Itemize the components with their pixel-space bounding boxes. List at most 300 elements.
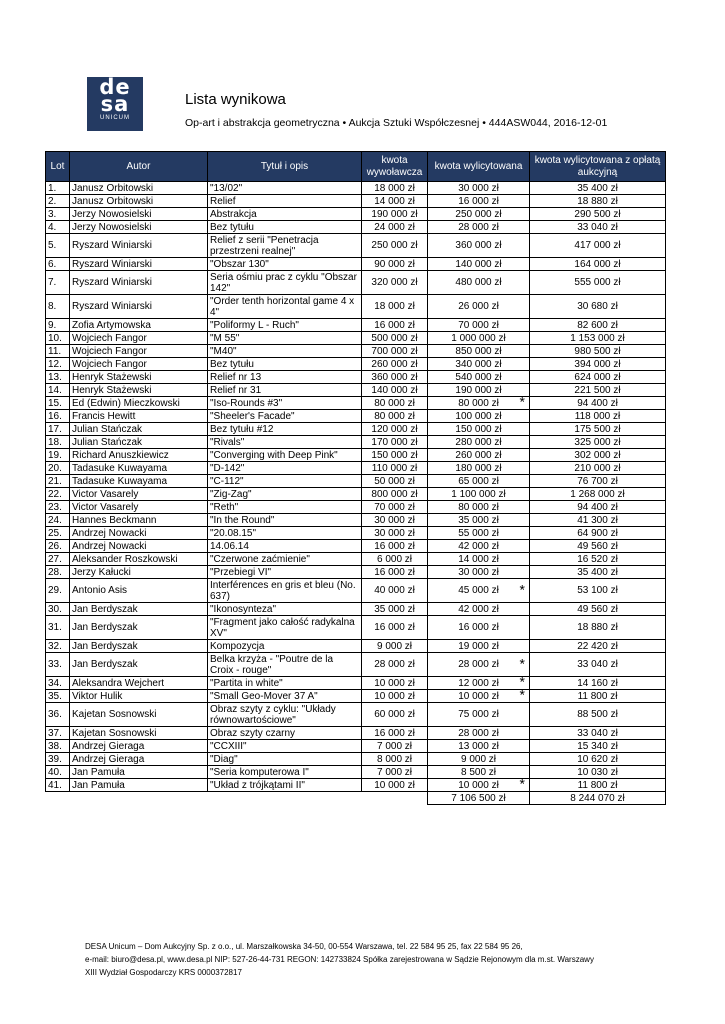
- table-row: [46, 475, 666, 488]
- totals-row: [46, 792, 666, 805]
- tytul-cell-text: "20.08.15": [210, 527, 257, 539]
- wywolawcza-cell-text: 8 000 zł: [376, 753, 413, 765]
- wywolawcza-cell-text: 24 000 zł: [374, 221, 415, 233]
- wywolawcza-cell: [362, 766, 428, 779]
- oplata-cell-text: 94 400 zł: [577, 397, 618, 409]
- oplata-cell: [530, 727, 666, 740]
- autor-cell-text: Tadasuke Kuwayama: [72, 475, 168, 487]
- tytul-cell-text: Obraz szyty z cyklu: "Układy równowartościowe": [210, 703, 336, 726]
- lot-cell-text: 1.: [48, 182, 57, 194]
- autor-cell-text: Jerzy Nowosielski: [72, 208, 152, 220]
- autor-cell-text: Wojciech Fangor: [72, 332, 147, 344]
- wywolawcza-cell-text: 50 000 zł: [374, 475, 415, 487]
- autor-cell-text: Ed (Edwin) Mieczkowski: [72, 397, 180, 409]
- autor-cell-text: Henryk Stażewski: [72, 384, 152, 396]
- wylicytowana-cell-text: 55 000 zł: [458, 527, 499, 539]
- lot-cell-text: 40.: [48, 766, 62, 778]
- autor-cell: [70, 690, 208, 703]
- autor-cell-text: Richard Anuszkiewicz: [72, 449, 169, 461]
- oplata-cell-text: 302 000 zł: [574, 449, 621, 461]
- tytul-cell-text: "Reth": [210, 501, 239, 513]
- oplata-cell-text: 33 040 zł: [577, 221, 618, 233]
- logo-line-3: UNICUM: [100, 115, 130, 121]
- wylicytowana-cell-text: 80 000 zł: [458, 501, 499, 513]
- oplata-cell-text: 33 040 zł: [577, 727, 618, 739]
- tytul-cell: [208, 603, 362, 616]
- lot-cell-text: 14.: [48, 384, 62, 396]
- tytul-cell: [208, 436, 362, 449]
- lot-cell: [46, 410, 70, 423]
- tytul-cell: [208, 221, 362, 234]
- tytul-cell-text: Seria ośmiu prac z cyklu "Obszar 142": [210, 271, 357, 294]
- table-row: [46, 195, 666, 208]
- oplata-cell-text: 15 340 zł: [577, 740, 618, 752]
- wywolawcza-cell-text: 90 000 zł: [374, 258, 415, 270]
- wylicytowana-cell: [428, 653, 530, 677]
- table-row: [46, 332, 666, 345]
- autor-cell: [70, 766, 208, 779]
- oplata-cell: [530, 371, 666, 384]
- lot-cell: [46, 371, 70, 384]
- autor-cell: [70, 488, 208, 501]
- oplata-cell-text: 118 000 zł: [574, 410, 621, 422]
- wylicytowana-cell-text: 30 000 zł: [458, 566, 499, 578]
- table-row: [46, 221, 666, 234]
- wylicytowana-cell-text: 850 000 zł: [455, 345, 502, 357]
- lot-cell-text: 10.: [48, 332, 62, 344]
- oplata-cell: [530, 221, 666, 234]
- autor-cell-text: Jan Pamuła: [72, 766, 125, 778]
- lot-cell: [46, 221, 70, 234]
- asterisk-mark: *: [519, 676, 525, 690]
- tytul-cell: [208, 703, 362, 727]
- table-row: [46, 462, 666, 475]
- oplata-cell: [530, 410, 666, 423]
- autor-cell: [70, 436, 208, 449]
- autor-cell: [70, 653, 208, 677]
- table-row: [46, 258, 666, 271]
- tytul-cell-text: "CCXIII": [210, 740, 247, 752]
- oplata-cell-text: 82 600 zł: [577, 319, 618, 331]
- tytul-cell: [208, 358, 362, 371]
- tytul-cell: [208, 234, 362, 258]
- wylicytowana-cell-text: 28 000 zł: [458, 221, 499, 233]
- oplata-cell: [530, 271, 666, 295]
- tytul-cell: [208, 553, 362, 566]
- wylicytowana-cell-text: 1 000 000 zł: [451, 332, 506, 344]
- asterisk-mark: *: [519, 581, 525, 598]
- oplata-cell-text: 980 500 zł: [574, 345, 621, 357]
- wylicytowana-cell: [428, 358, 530, 371]
- wywolawcza-cell-text: 16 000 zł: [374, 540, 415, 552]
- table-row: [46, 410, 666, 423]
- wywolawcza-cell: [362, 332, 428, 345]
- autor-cell: [70, 579, 208, 603]
- autor-cell: [70, 332, 208, 345]
- oplata-cell: [530, 462, 666, 475]
- wywolawcza-cell-text: 35 000 zł: [374, 603, 415, 615]
- tytul-cell: [208, 295, 362, 319]
- table-row: [46, 514, 666, 527]
- tytul-cell-text: Bez tytułu #12: [210, 423, 274, 435]
- oplata-cell-text: 76 700 zł: [577, 475, 618, 487]
- table-row: [46, 579, 666, 603]
- tytul-cell-text: "M 55": [210, 332, 240, 344]
- tytul-cell-text: "Converging with Deep Pink": [210, 449, 338, 461]
- oplata-cell-text: 175 500 zł: [574, 423, 621, 435]
- tytul-cell: [208, 766, 362, 779]
- oplata-cell-text: 49 560 zł: [577, 603, 618, 615]
- wywolawcza-cell-text: 10 000 zł: [374, 677, 415, 689]
- table-row: [46, 553, 666, 566]
- autor-cell-text: Jan Berdyszak: [72, 603, 138, 615]
- wylicytowana-cell-text: 9 000 zł: [460, 753, 497, 765]
- lot-cell-text: 27.: [48, 553, 62, 565]
- tytul-cell: [208, 488, 362, 501]
- autor-cell-text: Aleksandra Wejchert: [72, 677, 165, 689]
- tytul-cell-text: "Ikonosynteza": [210, 603, 277, 615]
- oplata-cell: [530, 397, 666, 410]
- wywolawcza-cell: [362, 410, 428, 423]
- lot-cell: [46, 501, 70, 514]
- wylicytowana-cell: [428, 727, 530, 740]
- logo-line-2: sa: [100, 92, 130, 116]
- wylicytowana-cell: [428, 540, 530, 553]
- wylicytowana-cell-text: 28 000 zł: [458, 659, 499, 670]
- wywolawcza-cell: [362, 553, 428, 566]
- oplata-cell: [530, 423, 666, 436]
- autor-cell: [70, 740, 208, 753]
- lot-cell-text: 6.: [48, 258, 57, 270]
- wylicytowana-cell: [428, 208, 530, 221]
- tytul-cell-text: "Diag": [210, 753, 238, 765]
- lot-cell: [46, 514, 70, 527]
- wywolawcza-cell: [362, 653, 428, 677]
- lot-cell-text: 12.: [48, 358, 62, 370]
- oplata-cell-text: 22 420 zł: [577, 640, 618, 652]
- lot-cell-text: 15.: [48, 397, 62, 409]
- lot-cell: [46, 740, 70, 753]
- oplata-cell: [530, 753, 666, 766]
- lot-cell: [46, 579, 70, 603]
- tytul-cell: [208, 195, 362, 208]
- autor-cell: [70, 753, 208, 766]
- wylicytowana-cell-text: 140 000 zł: [455, 258, 502, 270]
- lot-cell-text: 30.: [48, 603, 62, 615]
- oplata-cell-text: 624 000 zł: [574, 371, 621, 383]
- tytul-cell: [208, 384, 362, 397]
- wylicytowana-cell: [428, 640, 530, 653]
- wywolawcza-cell-text: 80 000 zł: [374, 410, 415, 422]
- lot-cell: [46, 475, 70, 488]
- tytul-cell-text: "Czerwone zaćmienie": [210, 553, 310, 565]
- table-row: [46, 501, 666, 514]
- tytul-cell-text: "Obszar 130": [210, 258, 269, 270]
- autor-cell: [70, 501, 208, 514]
- autor-cell-text: Andrzej Gieraga: [72, 740, 145, 752]
- autor-cell: [70, 423, 208, 436]
- tytul-cell-text: Bez tytułu: [210, 358, 254, 370]
- empty-cell: [362, 792, 428, 805]
- tytul-cell: [208, 566, 362, 579]
- oplata-cell-text: 30 680 zł: [577, 301, 618, 312]
- autor-cell-text: Andrzej Gieraga: [72, 753, 145, 765]
- wylicytowana-cell: [428, 677, 530, 690]
- asterisk-mark: *: [519, 396, 525, 410]
- tytul-cell: [208, 449, 362, 462]
- lot-cell-text: 16.: [48, 410, 62, 422]
- tytul-cell: [208, 540, 362, 553]
- oplata-total: 8 244 070 zł: [530, 792, 666, 805]
- wywolawcza-cell-text: 170 000 zł: [371, 436, 418, 448]
- wylicytowana-cell: [428, 462, 530, 475]
- table-row: [46, 540, 666, 553]
- autor-cell-text: Andrzej Nowacki: [72, 540, 147, 552]
- oplata-cell-text: 10 620 zł: [577, 753, 618, 765]
- table-row: [46, 616, 666, 640]
- lot-cell-text: 11.: [48, 345, 62, 357]
- tytul-cell-text: "M40": [210, 345, 237, 357]
- footer-line-3: XIII Wydział Gospodarczy KRS 0000372817: [85, 968, 242, 977]
- tytul-cell: [208, 579, 362, 603]
- wylicytowana-cell: [428, 566, 530, 579]
- tytul-cell: [208, 475, 362, 488]
- autor-cell: [70, 358, 208, 371]
- lot-cell: [46, 345, 70, 358]
- table-row: [46, 488, 666, 501]
- autor-cell: [70, 616, 208, 640]
- wylicytowana-cell: [428, 603, 530, 616]
- asterisk-mark: *: [519, 655, 525, 672]
- wywolawcza-cell-text: 16 000 zł: [374, 727, 415, 739]
- lot-cell: [46, 208, 70, 221]
- tytul-cell-text: Belka krzyża - "Poutre de la Croix - rouge": [210, 653, 334, 676]
- tytul-cell-text: Kompozycja: [210, 640, 265, 652]
- autor-cell-text: Antonio Asis: [72, 585, 128, 596]
- wywolawcza-cell: [362, 295, 428, 319]
- wylicytowana-cell: [428, 319, 530, 332]
- wylicytowana-total: 7 106 500 zł: [428, 792, 530, 805]
- wylicytowana-cell: [428, 527, 530, 540]
- tytul-cell: [208, 208, 362, 221]
- autor-cell: [70, 371, 208, 384]
- wylicytowana-cell-text: 70 000 zł: [458, 319, 499, 331]
- tytul-cell-text: "Przebiegi VI": [210, 566, 272, 578]
- table-row: [46, 436, 666, 449]
- wywolawcza-cell: [362, 703, 428, 727]
- lot-cell-text: 25.: [48, 527, 62, 539]
- wywolawcza-cell: [362, 779, 428, 792]
- header-lot: Lot: [46, 152, 70, 182]
- autor-cell: [70, 234, 208, 258]
- oplata-cell-text: 417 000 zł: [574, 240, 621, 251]
- lot-cell-text: 2.: [48, 195, 57, 207]
- lot-cell: [46, 332, 70, 345]
- empty-cell: [70, 792, 208, 805]
- tytul-cell-text: "C-112": [210, 475, 244, 487]
- wywolawcza-cell: [362, 540, 428, 553]
- autor-cell-text: Victor Vasarely: [72, 488, 139, 500]
- table-row: [46, 384, 666, 397]
- oplata-cell-text: 1 153 000 zł: [570, 332, 625, 344]
- oplata-cell-text: 94 400 zł: [577, 501, 618, 513]
- wywolawcza-cell: [362, 358, 428, 371]
- wylicytowana-cell: [428, 436, 530, 449]
- table-row: [46, 727, 666, 740]
- oplata-cell-text: 11 800 zł: [577, 779, 618, 791]
- lot-cell: [46, 540, 70, 553]
- autor-cell: [70, 295, 208, 319]
- tytul-cell-text: Relief nr 31: [210, 384, 262, 396]
- table-row: [46, 234, 666, 258]
- wylicytowana-cell-text: 19 000 zł: [458, 640, 499, 652]
- wywolawcza-cell: [362, 527, 428, 540]
- page-subtitle: Op-art i abstrakcja geometryczna • Aukcja Sztuki Współczesnej • 444ASW044, 2016-12-01: [185, 117, 608, 129]
- oplata-cell: [530, 740, 666, 753]
- oplata-cell: [530, 779, 666, 792]
- oplata-cell: [530, 234, 666, 258]
- wylicytowana-cell-text: 10 000 zł: [458, 690, 499, 702]
- wylicytowana-cell: [428, 295, 530, 319]
- wywolawcza-cell-text: 800 000 zł: [371, 488, 418, 500]
- wywolawcza-cell: [362, 740, 428, 753]
- oplata-cell-text: 11 800 zł: [577, 690, 618, 702]
- header-oplata: kwota wylicytowana z opłatą aukcyjną: [530, 152, 666, 182]
- tytul-cell-text: "Sheeler's Facade": [210, 410, 295, 422]
- wywolawcza-cell-text: 40 000 zł: [374, 585, 415, 596]
- oplata-cell-text: 33 040 zł: [577, 659, 618, 670]
- tytul-cell-text: Relief nr 13: [210, 371, 262, 383]
- lot-cell-text: 23.: [48, 501, 62, 513]
- lot-cell-text: 33.: [48, 659, 62, 670]
- lot-cell: [46, 423, 70, 436]
- table-row: [46, 423, 666, 436]
- tytul-cell: [208, 410, 362, 423]
- lot-cell: [46, 271, 70, 295]
- results-table: [45, 151, 666, 805]
- oplata-cell: [530, 514, 666, 527]
- desa-unicum-logo: [87, 77, 143, 131]
- oplata-cell-text: 221 500 zł: [574, 384, 621, 396]
- tytul-cell-text: "Poliformy L - Ruch": [210, 319, 299, 331]
- wylicytowana-cell: [428, 579, 530, 603]
- table-row: [46, 295, 666, 319]
- tytul-cell-text: Obraz szyty czarny: [210, 727, 296, 739]
- wywolawcza-cell-text: 110 000 zł: [371, 462, 418, 474]
- wywolawcza-cell: [362, 727, 428, 740]
- wylicytowana-cell: [428, 449, 530, 462]
- wywolawcza-cell-text: 320 000 zł: [371, 277, 418, 288]
- oplata-cell: [530, 332, 666, 345]
- wylicytowana-cell-text: 100 000 zł: [455, 410, 502, 422]
- autor-cell-text: Jerzy Kałucki: [72, 566, 131, 578]
- lot-cell: [46, 603, 70, 616]
- lot-cell: [46, 258, 70, 271]
- table-row: [46, 753, 666, 766]
- wylicytowana-cell: [428, 345, 530, 358]
- autor-cell: [70, 553, 208, 566]
- oplata-cell: [530, 345, 666, 358]
- tytul-cell: [208, 690, 362, 703]
- wywolawcza-cell-text: 10 000 zł: [374, 690, 415, 702]
- oplata-cell-text: 35 400 zł: [577, 182, 618, 194]
- oplata-cell: [530, 295, 666, 319]
- autor-cell: [70, 527, 208, 540]
- oplata-cell-text: 555 000 zł: [574, 277, 621, 288]
- wywolawcza-cell-text: 140 000 zł: [371, 384, 418, 396]
- wylicytowana-cell-text: 1 100 000 zł: [451, 488, 506, 500]
- autor-cell: [70, 195, 208, 208]
- wylicytowana-cell-text: 45 000 zł: [458, 585, 499, 596]
- autor-cell: [70, 603, 208, 616]
- oplata-cell-text: 1 268 000 zł: [570, 488, 625, 500]
- tytul-cell: [208, 677, 362, 690]
- oplata-cell-text: 10 030 zł: [577, 766, 618, 778]
- wywolawcza-cell-text: 150 000 zł: [371, 449, 418, 461]
- wylicytowana-cell: [428, 221, 530, 234]
- wywolawcza-cell: [362, 195, 428, 208]
- wywolawcza-cell: [362, 462, 428, 475]
- table-row: [46, 779, 666, 792]
- footer-line-2: e-mail: biuro@desa.pl, www.desa.pl NIP: 527-26-44-731 REGON: 142733824 Spółka zarejestrowana w Sądzie Rejonowym dla m.st. Warszawy: [85, 955, 594, 964]
- autor-cell: [70, 221, 208, 234]
- tytul-cell-text: 14.06.14: [210, 540, 249, 552]
- lot-cell: [46, 527, 70, 540]
- oplata-cell: [530, 766, 666, 779]
- table-row: [46, 208, 666, 221]
- wylicytowana-cell: [428, 182, 530, 195]
- logo-line-1: de: [99, 75, 131, 99]
- wywolawcza-cell: [362, 258, 428, 271]
- wywolawcza-cell: [362, 566, 428, 579]
- autor-cell-text: Andrzej Nowacki: [72, 527, 147, 539]
- oplata-cell: [530, 319, 666, 332]
- lot-cell-text: 3.: [48, 208, 57, 220]
- autor-cell: [70, 779, 208, 792]
- oplata-cell: [530, 501, 666, 514]
- wywolawcza-cell-text: 260 000 zł: [371, 358, 418, 370]
- wywolawcza-cell: [362, 616, 428, 640]
- tytul-cell: [208, 319, 362, 332]
- tytul-cell-text: Relief z serii "Penetracja przestrzeni realnej": [210, 234, 319, 257]
- table-row: [46, 182, 666, 195]
- lot-cell: [46, 234, 70, 258]
- wylicytowana-cell: [428, 234, 530, 258]
- oplata-cell-text: 88 500 zł: [577, 709, 618, 720]
- oplata-cell: [530, 603, 666, 616]
- wywolawcza-cell: [362, 640, 428, 653]
- autor-cell-text: Kajetan Sosnowski: [72, 709, 157, 720]
- wylicytowana-cell: [428, 766, 530, 779]
- lot-cell: [46, 319, 70, 332]
- wylicytowana-cell-text: 13 000 zł: [458, 740, 499, 752]
- autor-cell-text: Jan Berdyszak: [72, 622, 138, 633]
- autor-cell: [70, 514, 208, 527]
- wywolawcza-cell-text: 16 000 zł: [374, 622, 415, 633]
- autor-cell-text: Henryk Stażewski: [72, 371, 152, 383]
- lot-cell-text: 9.: [48, 319, 57, 331]
- oplata-cell-text: 16 520 zł: [577, 553, 618, 565]
- autor-cell: [70, 703, 208, 727]
- oplata-cell-text: 290 500 zł: [574, 208, 621, 220]
- lot-cell-text: 7.: [48, 277, 57, 288]
- autor-cell: [70, 258, 208, 271]
- lot-cell-text: 20.: [48, 462, 62, 474]
- asterisk-mark: *: [519, 689, 525, 703]
- wywolawcza-cell: [362, 345, 428, 358]
- table-row: [46, 566, 666, 579]
- autor-cell-text: Ryszard Winiarski: [72, 258, 153, 270]
